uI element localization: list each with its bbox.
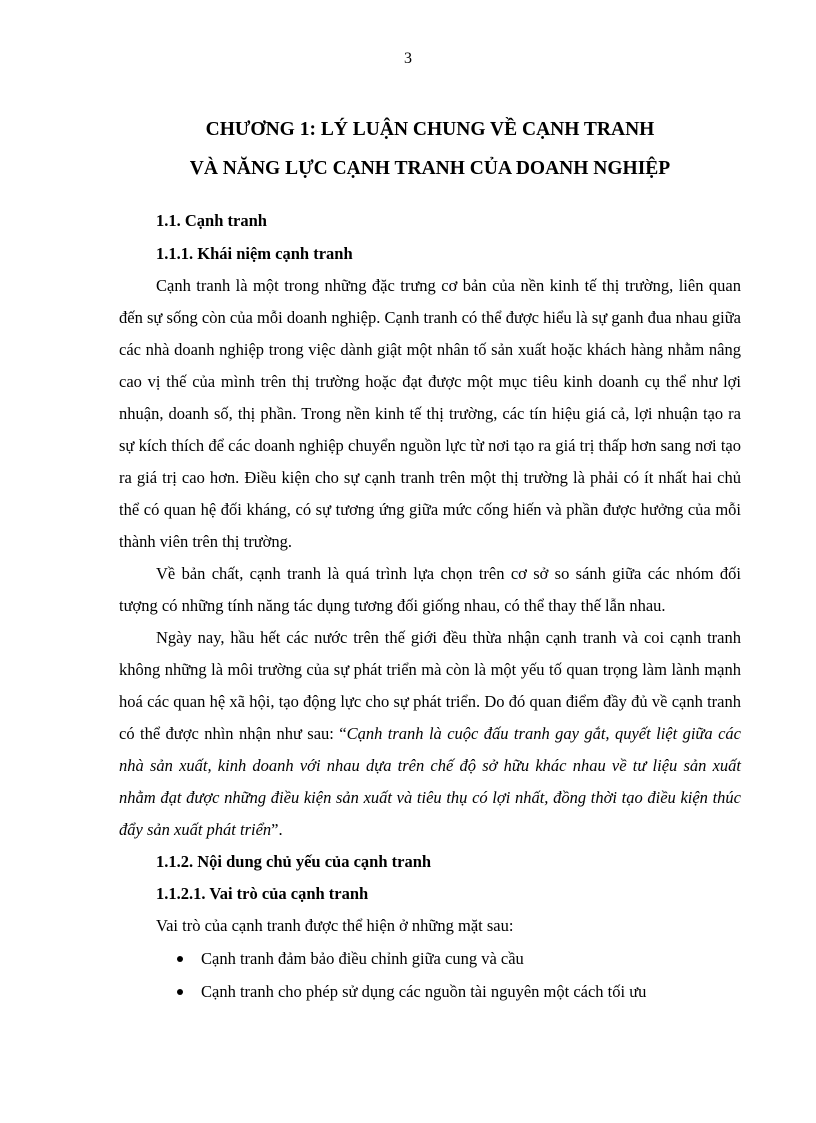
paragraph-definition-intro: Ngày nay, hầu hết các nước trên thế giới đều thừa nhận cạnh tranh và coi cạnh tranh không những là môi trường của sự phát triển mà còn là một yếu tố quan trọng làm lành mạnh hoá các quan hệ xã hội, tạo động lực cho sự phát triển. Do đó quan điểm đầy đủ về cạnh tranh có thể được nhìn nhận như sau: “	[119, 628, 741, 743]
chapter-title-line-2: VÀ NĂNG LỰC CẠNH TRANH CỦA DOANH NGHIỆP	[189, 158, 671, 179]
list-item	[119, 942, 741, 975]
section-heading-1-1-2-1: 1.1.2.1. Vai trò của cạnh tranh	[156, 884, 369, 903]
chapter-title-line-1: CHƯƠNG 1: LÝ LUẬN CHUNG VỀ CẠNH TRANH	[205, 119, 655, 140]
list-item-text: Cạnh tranh cho phép sử dụng các nguồn tài nguyên một cách tối ưu	[201, 982, 647, 1001]
bullet-icon	[177, 956, 183, 962]
paragraph-definition-end: ”.	[271, 820, 283, 839]
section-heading-1-1-2: 1.1.2. Nội dung chủ yếu của cạnh tranh	[156, 852, 432, 871]
paragraph-roles-intro: Vai trò của cạnh tranh được thể hiện ở những mặt sau:	[156, 916, 514, 935]
roles-bullet-list	[119, 942, 741, 1008]
page-number: 3	[404, 50, 412, 67]
paragraph-definition	[119, 622, 741, 846]
list-item	[119, 975, 741, 1008]
section-heading-1-1: 1.1. Cạnh tranh	[156, 211, 267, 230]
list-item-text: Cạnh tranh đảm bảo điều chỉnh giữa cung và cầu	[201, 949, 524, 968]
definition-quote: Cạnh tranh là cuộc đấu tranh gay gắt, quyết liệt giữa các nhà sản xuất, kinh doanh với nhau dựa trên chế độ sở hữu khác nhau về tư liệu sản xuất nhằm đạt được những điều kiện sản xuất và tiêu thụ có lợi nhất, đồng thời tạo điều kiện thúc đẩy sản xuất phát triển	[119, 724, 741, 839]
body-text	[119, 205, 741, 1008]
paragraph-concept: Cạnh tranh là một trong những đặc trưng cơ bản của nền kinh tế thị trường, liên quan đến sự sống còn của mỗi doanh nghiệp. Cạnh tranh có thể được hiểu là sự ganh đua nhau giữa các nhà doanh nghiệp trong việc dành giật một nhân tố sản xuất hoặc khách hàng nhằm nâng cao vị thế của mình trên thị trường hoặc đạt được một mục tiêu kinh doanh cụ thể như lợi nhuận, doanh số, thị phần. Trong nền kinh tế thị trường, các tín hiệu giá cả, lợi nhuận tạo ra sự kích thích để các doanh nghiệp chuyển nguồn lực từ nơi tạo ra giá trị thấp hơn sang nơi tạo ra giá trị cao hơn. Điều kiện cho sự cạnh tranh trên một thị trường là phải có ít nhất hai chủ thể có quan hệ đối kháng, có sự tương ứng giữa mức cống hiến và phần được hưởng của mỗi thành viên trên thị trường.	[119, 276, 741, 551]
chapter-title	[120, 110, 740, 188]
bullet-icon	[177, 989, 183, 995]
section-heading-1-1-1: 1.1.1. Khái niệm cạnh tranh	[156, 244, 353, 263]
paragraph-nature: Về bản chất, cạnh tranh là quá trình lựa chọn trên cơ sở so sánh giữa các nhóm đối tượng có những tính năng tác dụng tương đối giống nhau, có thể thay thế lẫn nhau.	[119, 564, 741, 615]
